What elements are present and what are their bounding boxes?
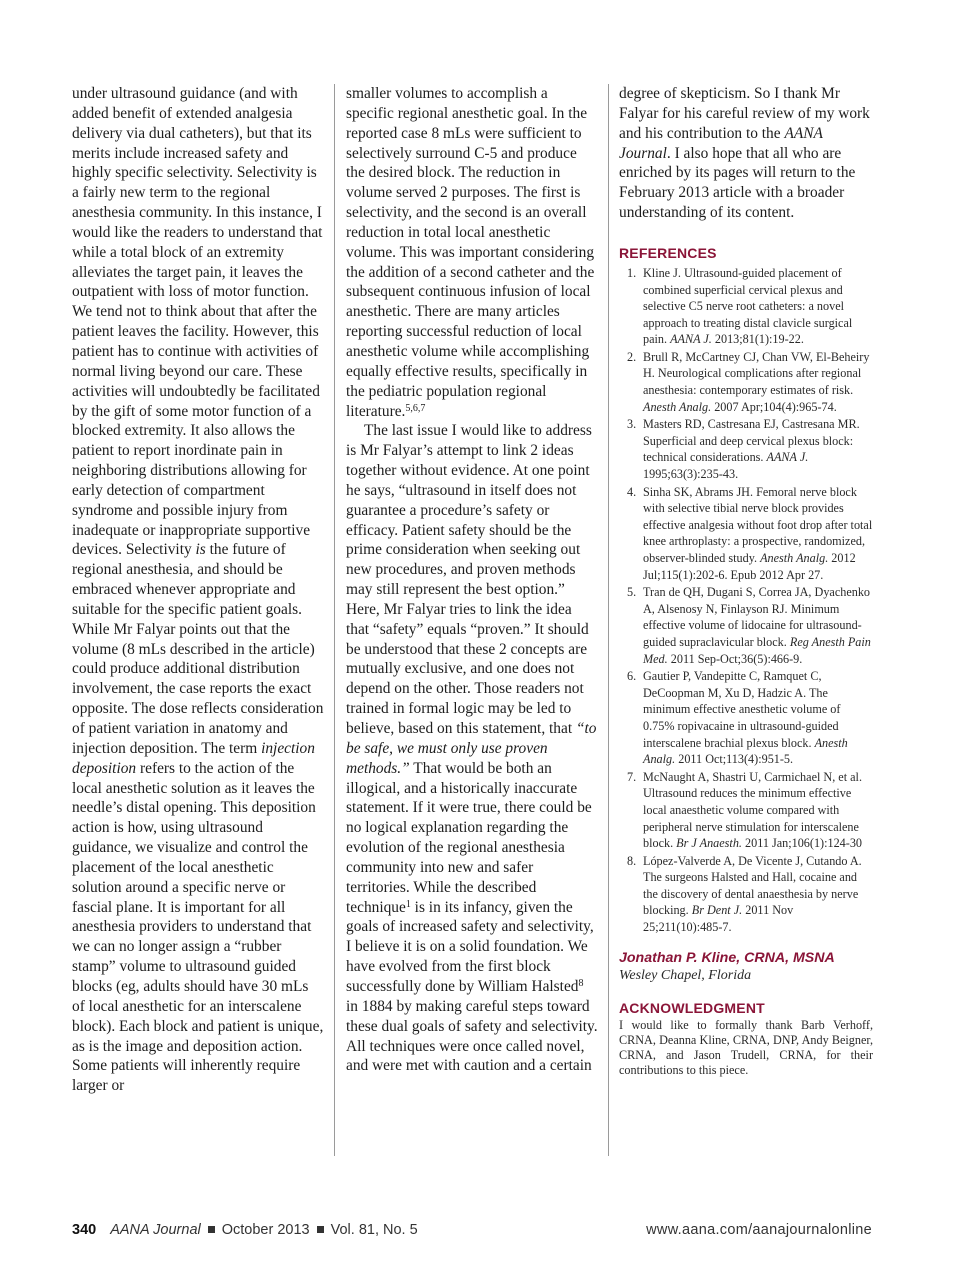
reference-item: 2. Brull R, McCartney CJ, Chan VW, El-Beheiry H. Neurological complications after regional anesthesia: contemporary estimates of risk. Anesth Analg. 2007 Apr;104(4):965-74. [627,349,870,414]
column-1 [72,84,324,1096]
journal-url-link[interactable]: www.aana.com/aanajournalonline [646,1222,872,1238]
references-heading: REFERENCES [619,244,717,261]
reference-item: 1. Kline J. Ultrasound-guided placement of combined superficial cervical plexus and selective C5 nerve root catheters: a novel approach to treating distal clavicle surgical pain. AANA J. 2013;81(1):19-22. [627,265,853,347]
citation: 1 [405,898,411,910]
reference-item: 7. McNaught A, Shastri U, Carmichael N, et al. Ultrasound reduces the minimum effective local anaesthetic volume compared with peripheral nerve stimulation for interscalene block. Br J Anaesth. 2011 Jan;106(1):124-30 [627,769,863,851]
reference-item: 3. Masters RD, Castresana EJ, Castresana MR. Superficial and deep cervical plexus block: technical considerations. AANA J. 1995;63(3):235-43. [627,417,860,482]
column-2 [346,84,598,1076]
volume-issue: Vol. 81, No. 5 [330,1222,418,1238]
body-paragraph: The last issue I would like to address is Mr Falyar’s attempt to link 2 ideas together without evidence. At one point he says, “ultrasound in itself does not guarantee a procedure’s safety or efficacy. Patient safety should be the prime consideration when seeking out new procedures, and proven methods may still represent the best option.” Here, Mr Falyar tries to link the idea that “safety” equals “proven.” It should be understood that these 2 concepts are mutually exclusive, and one does not depend on the other. Those readers not trained in formal logic may be led to believe, based on this statement, that “to be safe, we must only use proven methods.” That would be both an illogical, and a historically inaccurate statement. If it were true, there could be no logical explanation regarding the evolution of the regional anesthesia community into new and safer territories. While the described technique$^1$ is in its infancy, given the goals of increased safety and selectivity, I believe it is on a solid foundation. We have evolved from the first block successfully done by William Halsted$^8$ in 1884 by making careful steps toward these dual goals of safety and selectivity. All techniques were once called novel, and were met with caution and a certain [346,422,598,1075]
citation: 5,6,7 [405,402,426,414]
page-footer [72,1222,872,1242]
author-location: Wesley Chapel, Florida [619,967,752,983]
author-name: Jonathan P. Kline, CRNA, MSNA [619,949,835,966]
body-paragraph: under ultrasound guidance (and with added benefit of extended analgesia delivery via dual catheters), but that its merits include increased safety and highly specific selectivity. Selectivity is a fairly new term to the regional anesthesia community. In this instance, I would like the readers to understand that while a total block of an extremity alleviates the target pain, it leaves the outpatient with loss of motor function. We tend not to think about that after the patient leaves the facility. However, this patient has to continue with activities of normal living beyond our care. These activities will undoubtedly be facilitated by the gift of some motor function of a blocked extremity. It also allows the patient to report inordinate pain in neighboring distributions allowing for early detection of compartment syndrome and possible injury from inadequate or inappropriate supportive devices. Selectivity is the future of regional anesthesia, and should be embraced whenever appropriate and suitable for the specific patient goals. While Mr Falyar points out that the volume (8 mLs described in the article) could produce additional distribution involvement, the case reports the exact opposite. The dose reflects consideration of patient variation in anatomy and injection deposition. The term injection deposition refers to the action of the local anesthetic solution as it leaves the needle’s distal opening. This deposition action is how, using ultrasound guidance, we visualize and control the placement of the local anesthetic solution around a specific nerve or fascial plane. It is important for all anesthesia providers to understand that we can no longer assign a “rubber stamp” volume to ultrasound guided blocks (eg, adults should have 30 mLs of local anesthetic for an interscalene block). Each block and patient is unique, as is the image and deposition action. Some patients will inherently require larger or [72,85,324,1095]
body-paragraph: smaller volumes to accomplish a specific regional anesthetic goal. In the reported case 8 mLs were sufficient to selectively surround C-5 and produce the desired block. The reduction in volume served 2 purposes. The first is selectivity, and the second is an overall reduction in total local anesthetic volume. This was important considering the addition of a second catheter and the subsequent continuous infusion of local anesthetic. There are many articles reporting successful reduction of local anesthetic volume while accomplishing equally effective results, specifically in the pediatric population regional literature.$^{5,6,7}$ [346,85,595,420]
reference-item: 5. Tran de QH, Dugani S, Correa JA, Dyachenko A, Alsenosy N, Finlayson RJ. Minimum effective volume of lidocaine for ultrasound-guided supraclavicular block. Reg Anesth Pain Med. 2011 Sep-Oct;36(5):466-9. [627,585,871,666]
journal-name: AANA Journal [110,1222,201,1238]
italic-quote: “to be safe, we must only use proven methods.” [346,720,597,777]
column-divider [608,84,609,1156]
acknowledgment-heading: ACKNOWLEDGMENT [619,999,765,1016]
acknowledgment-text: I would like to formally thank Barb Verhoff, CRNA, Deanna Kline, CRNA, DNP, Andy Beigner, CRNA, and Jason Trudell, CRNA, for their contributions to this piece. [619,1017,873,1077]
column-divider [334,84,335,1156]
page-number: 340 [72,1222,97,1238]
separator-square [208,1226,215,1233]
reference-item: 4. Sinha SK, Abrams JH. Femoral nerve block with selective tibial nerve block provides effective analgesia without foot drop after total knee arthroplasty: a prospective, randomized, observer-blinded study. Anesth Analg. 2012 Jul;115(1):202-6. Epub 2012 Apr 27. [627,484,873,582]
separator-square [317,1226,324,1233]
reference-item: 8. López-Valverde A, De Vicente J, Cutando A. The surgeons Halsted and Hall, cocaine and the discovery of dental anaesthesia by nerve blocking. Br Dent J. 2011 Nov 25;211(10):485-7. [627,853,862,935]
issue-date: October 2013 [221,1222,310,1238]
reference-item: 6. Gautier P, Vandepitte C, Ramquet C, DeCoopman M, Xu D, Hadzic A. The minimum effective anesthetic volume of 0.75% ropivacaine in ultrasound-guided interscalene brachial plexus block. Anesth Analg. 2011 Oct;113(4):951-5. [627,669,848,767]
citation: 8 [578,977,584,989]
column-3 [619,84,873,1078]
body-paragraph: degree of skepticism. So I thank Mr Falyar for his careful review of my work and his contribution to the AANA Journal. I also hope that all who are enriched by its pages will return to the February 2013 article with a broader understanding of its content. [619,85,870,222]
references-list [619,265,873,936]
